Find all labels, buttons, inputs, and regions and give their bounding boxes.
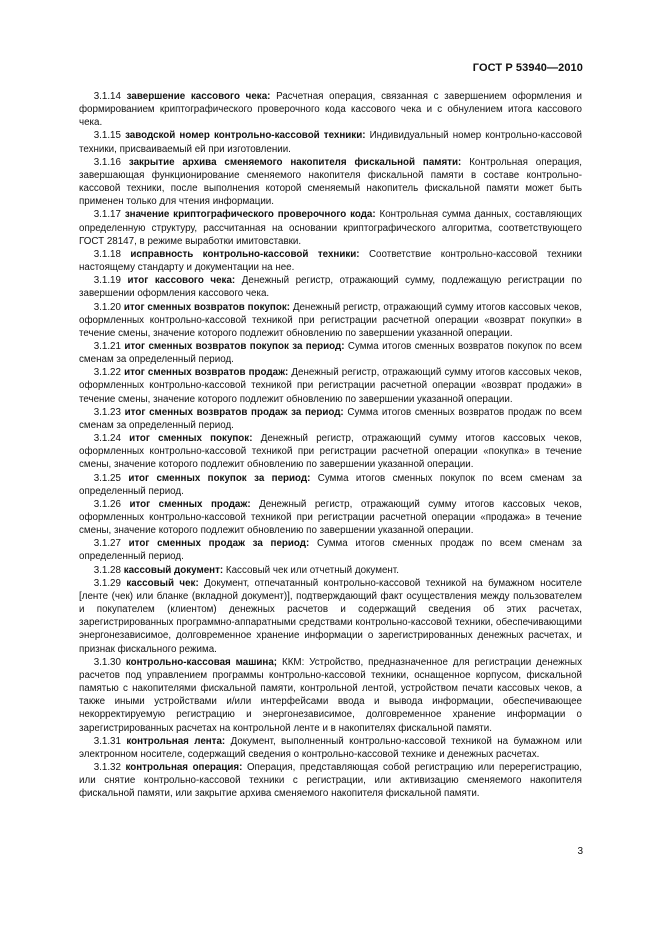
definition-entry [79,498,582,537]
entry-number: 3.1.29 [93,577,121,589]
entry-number: 3.1.18 [93,248,121,260]
definition-entry [79,301,582,340]
entry-term: завершение кассового чека: [126,91,271,102]
entry-number: 3.1.17 [93,209,121,221]
entry-number: 3.1.15 [93,130,121,142]
entry-term: итог сменных продаж за период: [128,538,310,550]
entry-definition: Сумма итогов сменных продаж по всем сменам за определенный период. [79,538,582,563]
entry-number: 3.1.21 [93,340,121,352]
entry-term: итог сменных покупок за период: [128,472,311,484]
entry-definition: Сумма итогов сменных возвратов продаж по всем сменам за определенный период. [79,406,582,431]
entry-number: 3.1.23 [93,406,121,418]
entry-term: контрольная операция: [125,761,243,773]
entry-number: 3.1.31 [93,735,121,747]
definitions-section [79,90,582,800]
entry-number: 3.1.14 [93,91,121,102]
entry-definition: Контрольная сумма данных, составляющих определенную структуру, рассчитанная на основании криптографического алгоритма, соответствующего ГОСТ 28147, в режиме выработки имитовставки. [79,209,582,247]
document-header-standard-id: ГОСТ Р 53940—2010 [472,62,583,74]
definition-entry [79,208,582,247]
entry-term: итог кассового чека: [127,275,236,287]
entry-definition: Денежный регистр, отражающий сумму итогов кассовых чеков, оформленных контрольно-кассовой техникой при регистрации расчетной операции «покупка» в течение смены, значение которого подлежит обновлению по завершении указанной операции. [79,433,582,471]
entry-definition: Операция, представляющая собой регистрацию или перерегистрацию, или снятие контрольно-кассовой техники с регистрации, или активизацию сменяемого накопителя фискальной памяти, или закрытие архива сменяемого накопителя фискальной памяти. [79,761,582,800]
entry-term: исправность контрольно-кассовой техники: [130,248,360,260]
entry-definition: Денежный регистр, отражающий сумму итогов кассовых чеков, оформленных контрольно-кассовой техникой при регистрации расчетной операции «возврат продажи» в течение смены, значение которого подлежит обновлению по завершении указанной операции. [79,367,582,405]
entry-number: 3.1.24 [93,433,121,445]
definition-entry [79,366,582,405]
entry-definition: ККМ: Устройство, предназначенное для регистрации денежных расчетов под управлением программы контрольно-кассовой техники, оснащенное корпусом, фискальной памятью с накопителями фискальной памяти, контрольной лентой, устройством печати кассовых чеков, а также иными устройствами и/или интерфейсами ввода и вывода информации, обеспечивающее некорректируемую регистрацию и энергонезависимое, долговременное хранение информации о зарегистрированных расчетах на контрольной ленте и в накопителях фискальной памяти. [79,656,583,734]
definition-entry [79,761,582,800]
definition-entry [79,90,582,129]
entry-definition: Документ, выполненный контрольно-кассовой техникой на бумажном или электронном носителе, содержащий сведения о контрольно-кассовой технике и денежных расчетах. [79,735,582,760]
entry-term: итог сменных возвратов покупок за период: [124,340,345,352]
entry-term: контрольно-кассовая машина; [125,656,278,668]
entry-definition: Соответствие контрольно-кассовой техники настоящему стандарту и документации на нее. [79,248,582,274]
definition-entry [79,472,582,498]
entry-definition: Денежный регистр, отражающий сумму, подлежащую регистрации по завершении оформления кассового чека. [79,275,582,300]
entry-definition: Контрольная операция, завершающая функционирование сменяемого накопителя фискальной памяти в составе контрольно-кассовой техники, после выполнения которой сменяемый накопитель фискальной памяти может быть применен только для чтения информации. [79,156,582,208]
entry-term: итог сменных продаж: [129,498,251,510]
entry-number: 3.1.30 [93,656,121,668]
entry-definition: Сумма итогов сменных возвратов покупок по всем сменам за определенный период. [79,340,582,366]
entry-term: заводской номер контрольно-кассовой техники: [125,130,366,142]
definition-entry [79,340,582,366]
definition-entry [79,248,582,274]
entry-number: 3.1.27 [93,538,121,550]
definition-entry [79,129,582,155]
entry-term: закрытие архива сменяемого накопителя фискальной памяти: [128,156,462,168]
entry-term: итог сменных возвратов покупок: [123,301,290,313]
definition-entry [79,577,582,656]
entry-term: итог сменных возвратов продаж: [124,367,289,379]
entry-definition: Денежный регистр, отражающий сумму итогов кассовых чеков, оформленных контрольно-кассовой техникой при регистрации расчетной операции «возврат покупки» в течение смены, значение которого подлежит обновлению по завершении указанной операции. [79,301,582,339]
entry-number: 3.1.16 [93,156,121,168]
entry-definition: Кассовый чек или отчетный документ. [225,564,399,576]
entry-definition: Индивидуальный номер контрольно-кассовой техники, присваиваемый ей при изготовлении. [79,130,582,155]
entry-term: кассовый чек: [126,577,199,589]
entry-term: значение криптографического проверочного кода: [124,209,376,221]
entry-definition: Расчетная операция, связанная с завершением оформления и формированием криптографического проверочного кода кассового чека и с обнулением итога кассового чека. [79,91,582,129]
definition-entry [79,274,582,300]
definition-entry [79,432,582,471]
definition-entry [79,564,582,577]
entry-definition: Сумма итогов сменных покупок по всем сменам за определенный период. [79,472,582,497]
definition-entry [79,656,582,735]
entry-term: итог сменных покупок: [129,433,253,445]
entry-term: контрольная лента: [126,735,226,747]
definition-entry [79,406,582,432]
entry-number: 3.1.19 [93,275,121,287]
page-number: 3 [577,846,583,857]
entry-definition: Денежный регистр, отражающий сумму итогов кассовых чеков, оформленных контрольно-кассовой техникой при регистрации расчетной операции «продажа» в течение смены, значение которого подлежит обновлению по завершении указанной операции. [79,498,582,537]
entry-definition: Документ, отпечатанный контрольно-кассовой техникой на бумажном носителе [ленте (чек) или бланке (вкладной документ)], подтверждающий факт осуществления между пользователем и покупателем (клиентом) денежных расчетов и содержащий сведения об этих расчетах, зарегистрированных программно-аппаратными средствами контрольно-кассовой техники, обеспечивающими энергонезависимое, долговременное хранение информации о зарегистрированных денежных расчетах, и признак фискального режима. [79,577,582,655]
entry-number: 3.1.25 [93,472,121,484]
definition-entry [79,537,582,563]
definition-entry [79,156,582,209]
entry-number: 3.1.28 [93,564,121,576]
entry-number: 3.1.22 [93,367,121,379]
entry-number: 3.1.32 [93,761,121,773]
entry-number: 3.1.26 [93,498,121,510]
entry-number: 3.1.20 [93,301,121,313]
definition-entry [79,735,582,761]
entry-term: итог сменных возвратов продаж за период: [124,406,344,418]
entry-term: кассовый документ: [123,564,224,576]
